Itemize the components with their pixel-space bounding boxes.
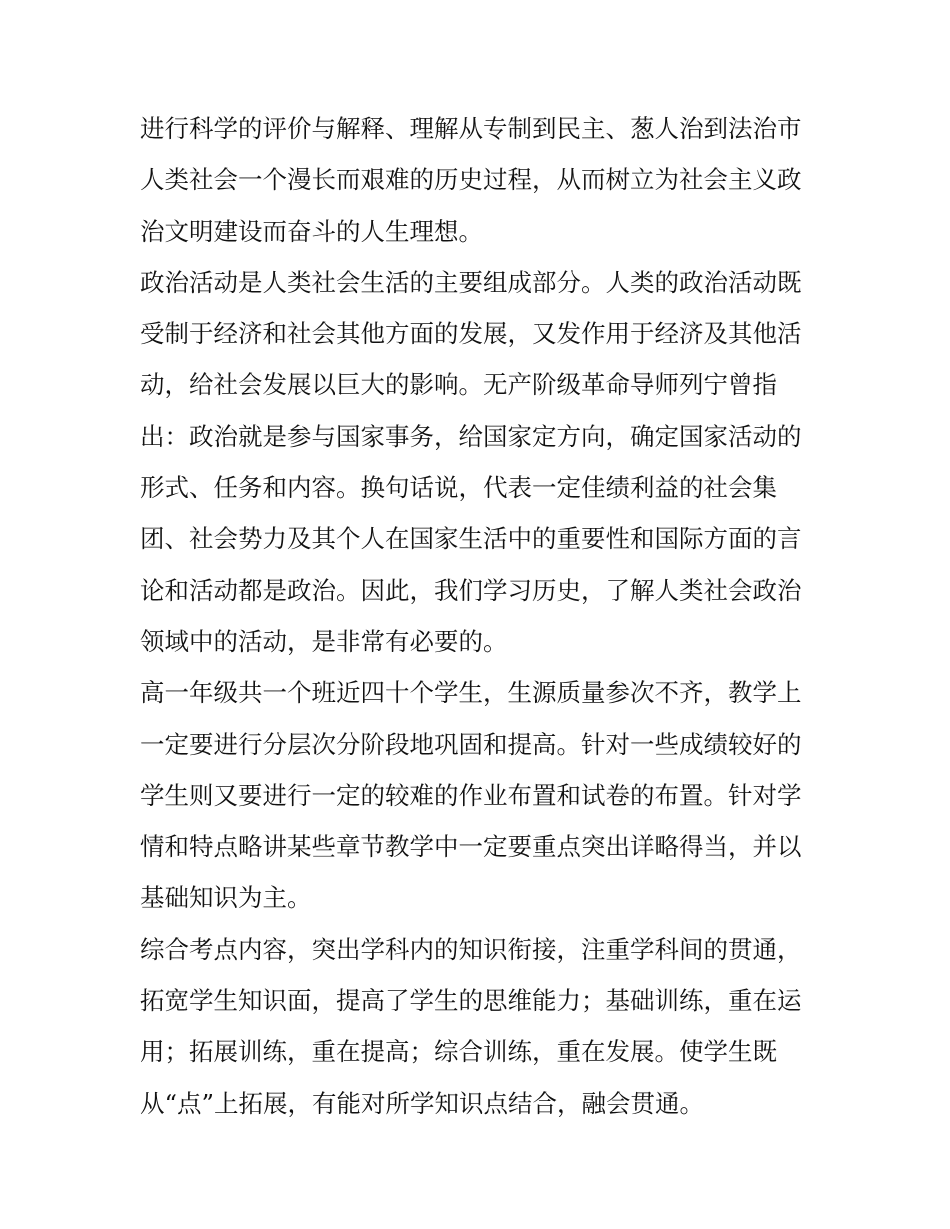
text-line: 领域中的活动，是非常有必要的。 <box>140 626 508 656</box>
text-line: 治文明建设而奋斗的人生理想。 <box>140 216 483 246</box>
text-line: 政治活动是人类社会生活的主要组成部分。人类的政治活动既 <box>140 267 802 297</box>
text-line: 高一年级共一个班近四十个学生，生源质量参次不齐，教学上 <box>140 678 802 708</box>
text-line: 出：政治就是参与国家事务，给国家定方向，确定国家活动的 <box>140 421 802 451</box>
text-line: 用；拓展训练，重在提高；综合训练，重在发展。使学生既 <box>140 1037 777 1067</box>
text-line: 综合考点内容，突出学科内的知识衔接，注重学科间的贯通， <box>140 934 802 964</box>
text-line: 基础知识为主。 <box>140 883 312 913</box>
text-line: 形式、任务和内容。换句话说，代表一定佳绩利益的社会集 <box>140 473 777 503</box>
text-line: 动，给社会发展以巨大的影响。无产阶级革命导师列宁曾指 <box>140 370 777 400</box>
text-line: 情和特点略讲某些章节教学中一定要重点突出详略得当，并以 <box>140 832 802 862</box>
text-line: 受制于经济和社会其他方面的发展，又发作用于经济及其他活 <box>140 319 802 349</box>
text-line: 学生则又要进行一定的较难的作业布置和试卷的布置。针对学 <box>140 780 802 810</box>
text-line: 一定要进行分层次分阶段地巩固和提高。针对一些成绩较好的 <box>140 729 802 759</box>
text-line: 团、社会势力及其个人在国家生活中的重要性和国际方面的言 <box>140 524 802 554</box>
text-line: 人类社会一个漫长而艰难的历史过程，从而树立为社会主义政 <box>140 165 802 195</box>
text-line: 拓宽学生知识面，提高了学生的思维能力；基础训练，重在运 <box>140 986 802 1016</box>
text-line: 论和活动都是政治。因此，我们学习历史，了解人类社会政治 <box>140 575 802 605</box>
text-line: 进行科学的评价与解释、理解从专制到民主、葱人治到法治市 <box>140 114 802 143</box>
text-line: 从“点”上拓展，有能对所学知识点结合，融会贯通。 <box>140 1088 705 1118</box>
document-body <box>140 103 820 1129</box>
